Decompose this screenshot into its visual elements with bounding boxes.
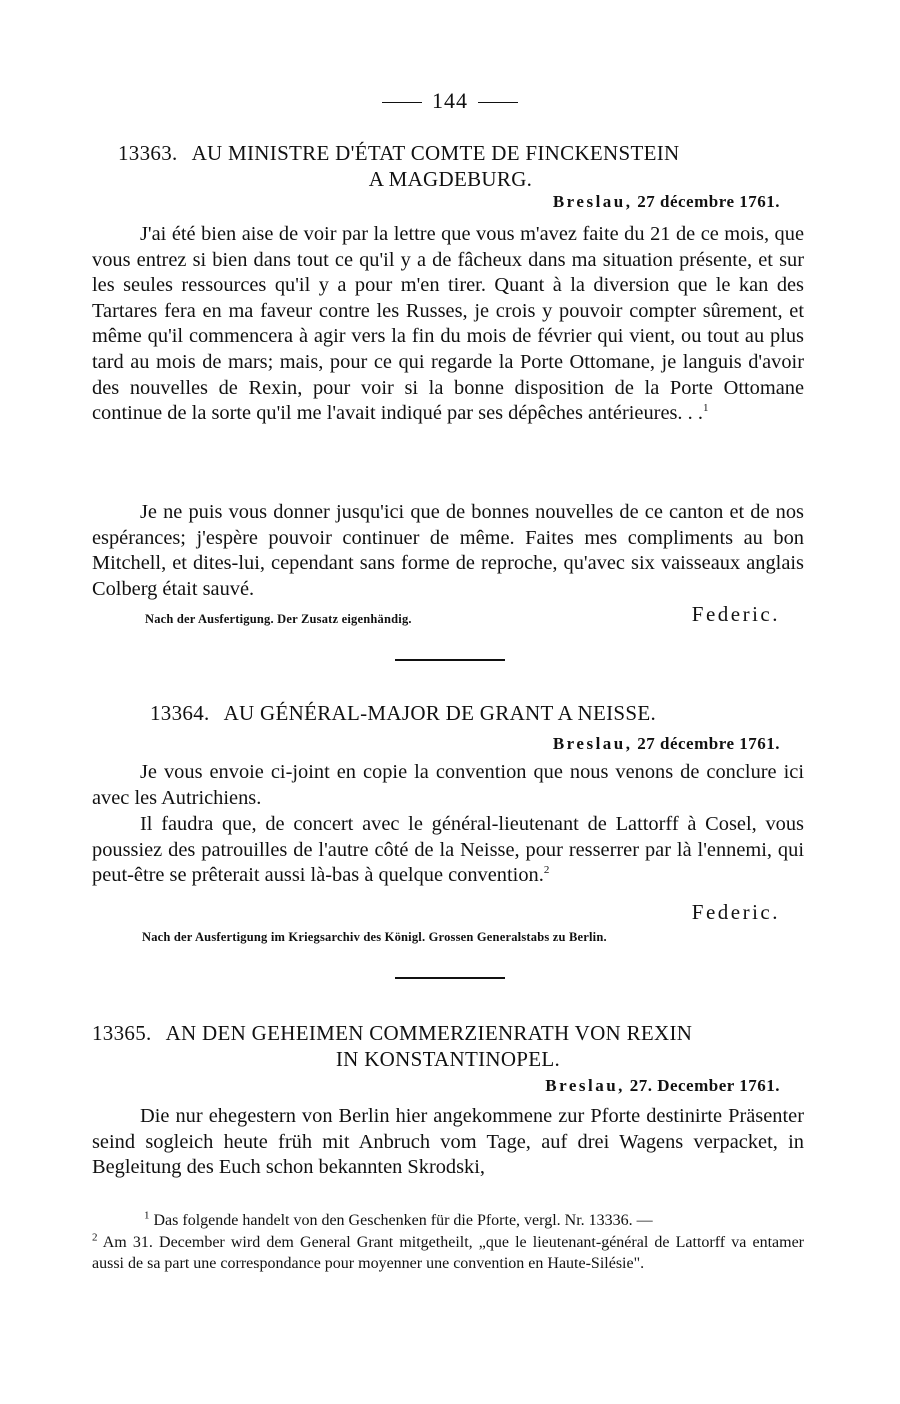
footnote-mark: 1 [144,1209,150,1222]
section-divider [395,659,505,661]
letter-paragraph: Die nur ehegestern von Berlin hier angekommene zur Pforte destinirte Präsenter seind sogleich heute früh mit Anbruch vom Tage, auf drei Wagens verpacket, in Begleitung des Euch schon bekannten Skrodski, [92,1105,804,1179]
letter-heading-13363 [118,140,783,192]
letter-number: 13363. [118,141,178,165]
date-place: Breslau, [545,1076,625,1095]
page-number-dash-left [382,102,422,103]
letter-dateline [545,1076,780,1096]
letter-number: 13365. [92,1021,152,1045]
letter-paragraph [92,222,804,427]
signature: Federic. [691,900,780,924]
footnote [92,1232,804,1274]
letter-paragraph: Je ne puis vous donner jusqu'ici que de bonnes nouvelles de ce canton et de nos espérances; j'espère pouvoir continuer de même. Faites mes compliments au bon Mitchell, et dites-lui, cependant sans forme de reproche, qu'avec six vaisseaux anglais Colberg était sauvé. [92,501,804,600]
footnote [92,1210,804,1231]
footnote-reference: 1 [702,402,709,415]
letter-paragraph [92,812,804,889]
letter-title-line1: AN DEN GEHEIMEN COMMERZIENRATH VON REXIN [165,1021,693,1045]
date-place: Breslau, [552,192,633,211]
source-note: Nach der Ausfertigung im Kriegsarchiv des Königl. Grossen Generalstabs zu Berlin. [142,930,607,944]
section-divider [395,977,505,979]
date-text: 27 décembre 1761. [637,192,780,211]
date-text: 27. December 1761. [629,1076,780,1095]
letter-title-line2: A MAGDEBURG. [368,167,533,191]
letter-heading-13365 [92,1020,804,1072]
paragraph-text: J'ai été bien aise de voir par la lettre que vous m'avez faite du 21 de ce mois, que vous entrez si bien dans tout ce qu'il y a de fâcheux dans ma situation présente, et sur les seules ressources qu'il y a pour m'en tirer. Quant à la diversion que le kan des Tartares fera en ma faveur contre les Russes, je crois y pouvoir compter sûrement, et même qu'il commencera à agir vers la fin du mois de février qui vient, ou tout au plus tard au mois de mars; mais, pour ce qui regarde la Porte Ottomane, je languis d'avoir des nouvelles de Rexin, pour voir si la bonne disposition de la Porte Ottomane continue de la sorte qu'il me l'avait indiqué par ses dépêches antérieures. . . [92,223,804,425]
page-number-text: 144 [432,88,468,113]
signature: Federic. [691,602,780,626]
letter-heading-13364 [150,700,770,726]
letter-paragraph: Je vous envoie ci-joint en copie la convention que nous venons de conclure ici avec les Autrichiens. [92,761,804,809]
source-note: Nach der Ausfertigung. Der Zusatz eigenhändig. [145,612,412,626]
date-text: 27 décembre 1761. [637,734,780,753]
footnote-text: Am 31. December wird dem General Grant mitgetheilt, „que le lieutenant-général de Lattorff va entamer aussi de sa part une correspondance pour moyenner une convention en Haute-Silésie". [92,1234,804,1272]
letter-dateline [553,734,780,754]
letter-number: 13364. [150,701,210,725]
letter-title-line1: AU MINISTRE D'ÉTAT COMTE DE FINCKENSTEIN [191,141,680,165]
date-place: Breslau, [552,734,633,753]
footnote-reference: 2 [543,864,550,877]
footnote-mark: 2 [92,1231,98,1244]
page-number [0,88,900,114]
footnote-text: Das folgende handelt von den Geschenken für die Pforte, vergl. Nr. 13336. — [153,1212,653,1229]
page-number-dash-right [478,102,518,103]
letter-title-line2: IN KONSTANTINOPEL. [335,1047,561,1071]
letter-dateline [553,192,780,212]
letter-title-line1: AU GÉNÉRAL-MAJOR DE GRANT A NEISSE. [223,701,657,725]
paragraph-text: Il faudra que, de concert avec le général-lieutenant de Lattorff à Cosel, vous poussiez des patrouilles de l'autre côté de la Neisse, pour resserrer par là l'ennemi, qui peut-être se prêterait aussi là-bas à quelque convention. [92,813,804,887]
